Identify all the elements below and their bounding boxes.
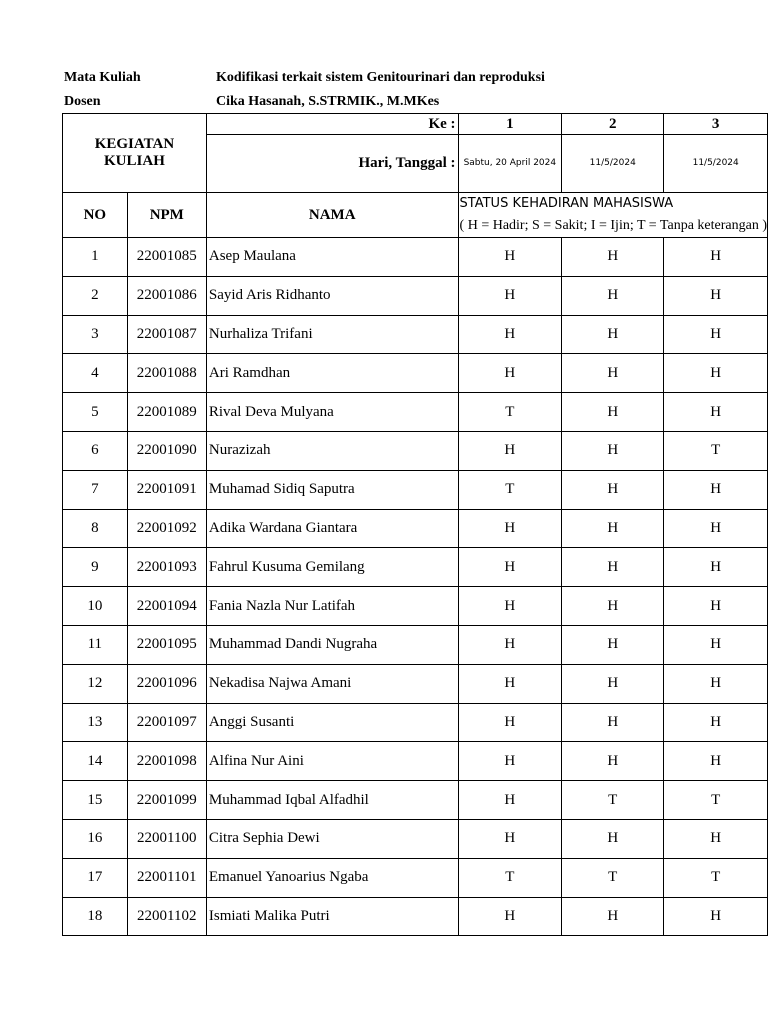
row-status-session-3: H <box>664 470 768 509</box>
row-status-session-1: H <box>458 354 562 393</box>
row-status-session-1: H <box>458 897 562 936</box>
row-name: Asep Maulana <box>206 238 458 277</box>
row-status-session-1: T <box>458 470 562 509</box>
row-status-session-3: H <box>664 509 768 548</box>
row-npm: 22001100 <box>127 819 206 858</box>
row-status-session-3: H <box>664 587 768 626</box>
table-row <box>63 470 768 509</box>
row-npm: 22001087 <box>127 315 206 354</box>
row-status-session-2: H <box>562 431 664 470</box>
row-npm: 22001086 <box>127 276 206 315</box>
table-row <box>63 587 768 626</box>
table-row <box>63 664 768 703</box>
row-status-session-2: H <box>562 548 664 587</box>
row-status-session-3: T <box>664 858 768 897</box>
row-status-session-3: H <box>664 625 768 664</box>
table-row <box>63 354 768 393</box>
row-status-session-3: H <box>664 354 768 393</box>
row-status-session-1: T <box>458 393 562 432</box>
row-status-session-1: H <box>458 664 562 703</box>
row-number: 4 <box>63 354 128 393</box>
row-name: Citra Sephia Dewi <box>206 819 458 858</box>
status-title: STATUS KEHADIRAN MAHASISWA <box>459 196 674 211</box>
row-status-session-2: H <box>562 819 664 858</box>
row-number: 3 <box>63 315 128 354</box>
row-number: 17 <box>63 858 128 897</box>
row-number: 11 <box>63 625 128 664</box>
row-status-session-3: H <box>664 664 768 703</box>
row-status-session-2: H <box>562 354 664 393</box>
table-row <box>63 703 768 742</box>
row-status-session-2: H <box>562 664 664 703</box>
table-row <box>63 742 768 781</box>
table-row <box>63 819 768 858</box>
activity-label: KEGIATAN KULIAH <box>63 114 207 193</box>
row-number: 10 <box>63 587 128 626</box>
session-date-3: 11/5/2024 <box>664 135 768 193</box>
table-row <box>63 431 768 470</box>
row-status-session-1: H <box>458 276 562 315</box>
row-number: 5 <box>63 393 128 432</box>
row-name: Sayid Aris Ridhanto <box>206 276 458 315</box>
col-nama-header: NAMA <box>206 193 458 238</box>
row-number: 6 <box>63 431 128 470</box>
row-npm: 22001088 <box>127 354 206 393</box>
row-number: 9 <box>63 548 128 587</box>
row-name: Ismiati Malika Putri <box>206 897 458 936</box>
status-legend: ( H = Hadir; S = Sakit; I = Ijin; T = Tanpa keterangan ) <box>459 218 767 233</box>
row-number: 7 <box>63 470 128 509</box>
row-npm: 22001102 <box>127 897 206 936</box>
row-name: Ari Ramdhan <box>206 354 458 393</box>
row-status-session-1: H <box>458 431 562 470</box>
lecturer-value: Cika Hasanah, S.STRMIK., M.MKes <box>216 94 440 109</box>
row-status-session-2: H <box>562 315 664 354</box>
row-status-session-1: H <box>458 509 562 548</box>
row-status-session-2: H <box>562 897 664 936</box>
row-status-session-2: H <box>562 625 664 664</box>
row-status-session-2: H <box>562 470 664 509</box>
row-status-session-1: H <box>458 742 562 781</box>
row-name: Adika Wardana Giantara <box>206 509 458 548</box>
row-status-session-1: T <box>458 858 562 897</box>
table-row <box>63 897 768 936</box>
table-row <box>63 548 768 587</box>
table-row <box>63 509 768 548</box>
table-row <box>63 393 768 432</box>
session-number-2: 2 <box>562 114 664 135</box>
row-npm: 22001099 <box>127 781 206 820</box>
row-name: Muhammad Iqbal Alfadhil <box>206 781 458 820</box>
table-row <box>63 276 768 315</box>
row-npm: 22001085 <box>127 238 206 277</box>
row-status-session-1: H <box>458 315 562 354</box>
row-status-session-2: T <box>562 858 664 897</box>
row-status-session-3: T <box>664 431 768 470</box>
row-status-session-1: H <box>458 819 562 858</box>
row-number: 16 <box>63 819 128 858</box>
row-npm: 22001098 <box>127 742 206 781</box>
session-number-label: Ke : <box>206 114 458 135</box>
row-name: Muhamad Sidiq Saputra <box>206 470 458 509</box>
row-status-session-2: H <box>562 238 664 277</box>
row-name: Nurazizah <box>206 431 458 470</box>
attendance-table <box>62 113 768 936</box>
row-name: Emanuel Yanoarius Ngaba <box>206 858 458 897</box>
row-name: Fania Nazla Nur Latifah <box>206 587 458 626</box>
row-npm: 22001090 <box>127 431 206 470</box>
row-npm: 22001092 <box>127 509 206 548</box>
session-number-1: 1 <box>458 114 562 135</box>
row-status-session-1: H <box>458 238 562 277</box>
row-npm: 22001097 <box>127 703 206 742</box>
row-npm: 22001089 <box>127 393 206 432</box>
row-number: 14 <box>63 742 128 781</box>
table-row <box>63 858 768 897</box>
row-status-session-1: H <box>458 548 562 587</box>
row-status-session-2: H <box>562 276 664 315</box>
row-name: Anggi Susanti <box>206 703 458 742</box>
status-header <box>458 193 767 238</box>
row-number: 1 <box>63 238 128 277</box>
row-status-session-3: T <box>664 781 768 820</box>
table-row <box>63 315 768 354</box>
row-name: Muhammad Dandi Nugraha <box>206 625 458 664</box>
table-row <box>63 781 768 820</box>
row-status-session-3: H <box>664 238 768 277</box>
table-row <box>63 625 768 664</box>
row-status-session-2: T <box>562 781 664 820</box>
row-number: 13 <box>63 703 128 742</box>
row-status-session-1: H <box>458 781 562 820</box>
col-npm-header: NPM <box>127 193 206 238</box>
row-number: 2 <box>63 276 128 315</box>
row-status-session-2: H <box>562 587 664 626</box>
row-status-session-2: H <box>562 393 664 432</box>
row-status-session-2: H <box>562 703 664 742</box>
row-status-session-3: H <box>664 742 768 781</box>
session-date-2: 11/5/2024 <box>562 135 664 193</box>
course-value: Kodifikasi terkait sistem Genitourinari dan reproduksi <box>216 70 545 85</box>
lecturer-label: Dosen <box>64 94 101 109</box>
row-number: 18 <box>63 897 128 936</box>
session-date-1: Sabtu, 20 April 2024 <box>458 135 562 193</box>
row-status-session-3: H <box>664 315 768 354</box>
row-status-session-3: H <box>664 393 768 432</box>
course-label: Mata Kuliah <box>64 70 141 85</box>
row-status-session-1: H <box>458 703 562 742</box>
row-npm: 22001093 <box>127 548 206 587</box>
row-status-session-2: H <box>562 742 664 781</box>
row-number: 15 <box>63 781 128 820</box>
row-status-session-1: H <box>458 587 562 626</box>
row-name: Nurhaliza Trifani <box>206 315 458 354</box>
row-npm: 22001091 <box>127 470 206 509</box>
row-status-session-3: H <box>664 897 768 936</box>
row-status-session-3: H <box>664 276 768 315</box>
row-status-session-3: H <box>664 819 768 858</box>
row-name: Rival Deva Mulyana <box>206 393 458 432</box>
row-number: 8 <box>63 509 128 548</box>
row-npm: 22001101 <box>127 858 206 897</box>
row-status-session-3: H <box>664 703 768 742</box>
row-status-session-2: H <box>562 509 664 548</box>
row-name: Nekadisa Najwa Amani <box>206 664 458 703</box>
row-name: Fahrul Kusuma Gemilang <box>206 548 458 587</box>
row-status-session-3: H <box>664 548 768 587</box>
date-label: Hari, Tanggal : <box>206 135 458 193</box>
row-npm: 22001094 <box>127 587 206 626</box>
row-number: 12 <box>63 664 128 703</box>
table-row <box>63 238 768 277</box>
row-npm: 22001095 <box>127 625 206 664</box>
row-name: Alfina Nur Aini <box>206 742 458 781</box>
col-no-header: NO <box>63 193 128 238</box>
attendance-rows <box>63 238 768 936</box>
row-npm: 22001096 <box>127 664 206 703</box>
row-status-session-1: H <box>458 625 562 664</box>
session-number-3: 3 <box>664 114 768 135</box>
